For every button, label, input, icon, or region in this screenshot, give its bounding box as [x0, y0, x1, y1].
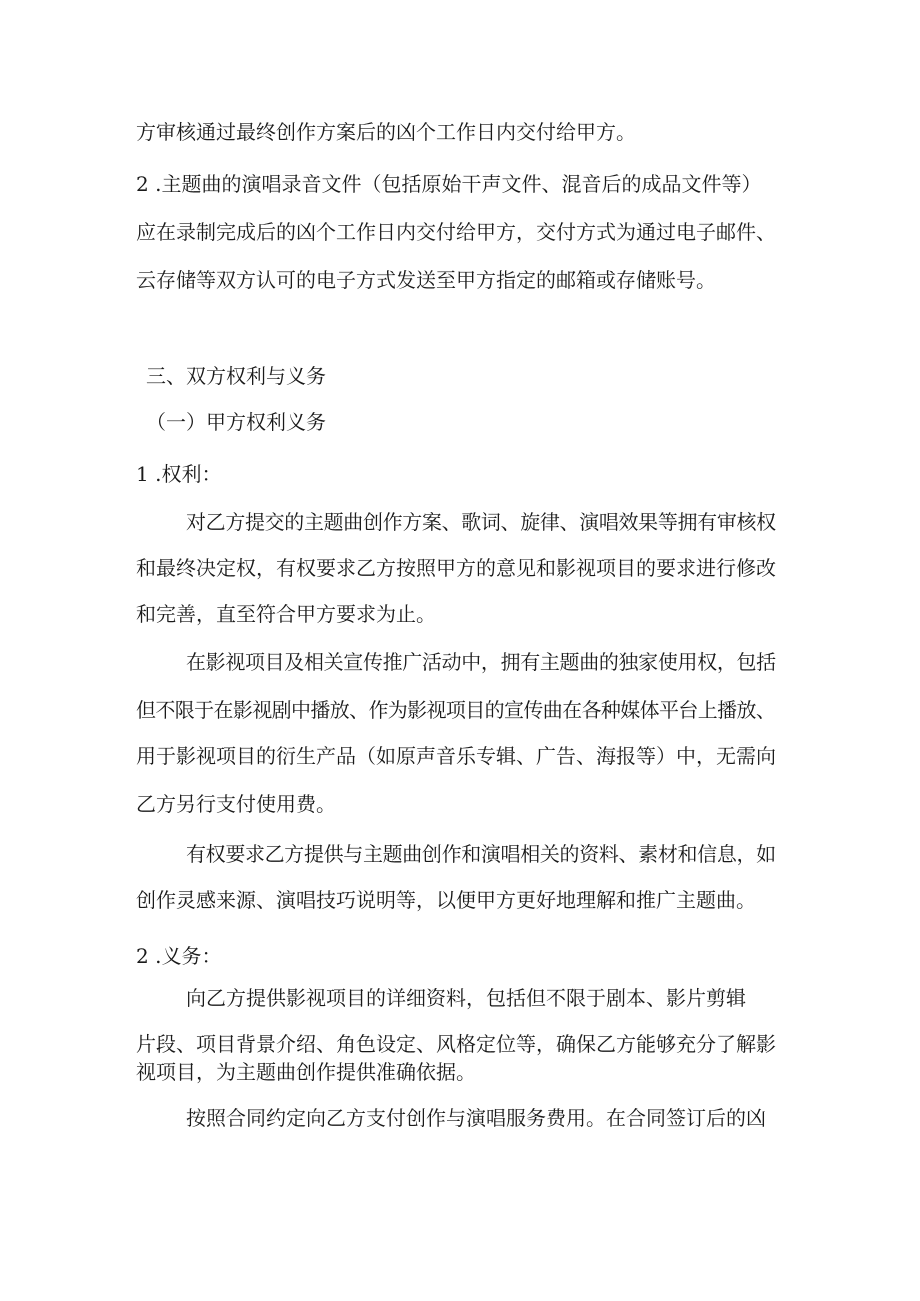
subsection-heading: （一）甲方权利义务 [146, 410, 326, 434]
list-item-heading: 2 .主题曲的演唱录音文件（包括原始干声文件、混音后的成品文件等） [136, 172, 762, 196]
paragraph-line: 向乙方提供影视项目的详细资料，包括但不限于剧本、影片剪辑 [186, 986, 746, 1010]
paragraph-line: 乙方另行支付使用费。 [136, 792, 336, 816]
paragraph-line: 创作灵感来源、演唱技巧说明等，以便甲方更好地理解和推广主题曲。 [136, 888, 756, 912]
paragraph-line: 用于影视项目的衍生产品（如原声音乐专辑、广告、海报等）中，无需向 [136, 744, 776, 768]
paragraph-line: 方审核通过最终创作方案后的凶个工作日内交付给甲方。 [136, 120, 636, 144]
list-item-heading: 2 .义务： [136, 944, 222, 968]
paragraph-line: 但不限于在影视剧中播放、作为影视项目的宣传曲在各种媒体平台上播放、 [136, 698, 776, 722]
paragraph-line: 片段、项目背景介绍、角色设定、风格定位等，确保乙方能够充分了解影 [136, 1032, 776, 1056]
paragraph-line: 和完善，直至符合甲方要求为止。 [136, 602, 436, 626]
paragraph-line: 视项目，为主题曲创作提供准确依据。 [136, 1060, 476, 1084]
paragraph-line: 云存储等双方认可的电子方式发送至甲方指定的邮箱或存储账号。 [136, 268, 716, 292]
paragraph-line: 在影视项目及相关宣传推广活动中，拥有主题曲的独家使用权，包括 [186, 650, 776, 674]
section-heading: 三、双方权利与义务 [146, 364, 326, 388]
paragraph-line: 有权要求乙方提供与主题曲创作和演唱相关的资料、素材和信息，如 [186, 842, 776, 866]
paragraph-line: 应在录制完成后的凶个工作日内交付给甲方，交付方式为通过电子邮件、 [136, 220, 776, 244]
paragraph-line: 对乙方提交的主题曲创作方案、歌词、旋律、演唱效果等拥有审核权 [186, 510, 776, 534]
paragraph-line: 按照合同约定向乙方支付创作与演唱服务费用。在合同签订后的凶 [186, 1106, 766, 1130]
paragraph-line: 和最终决定权，有权要求乙方按照甲方的意见和影视项目的要求进行修改 [136, 556, 776, 580]
list-item-heading: 1 .权利： [136, 462, 222, 486]
